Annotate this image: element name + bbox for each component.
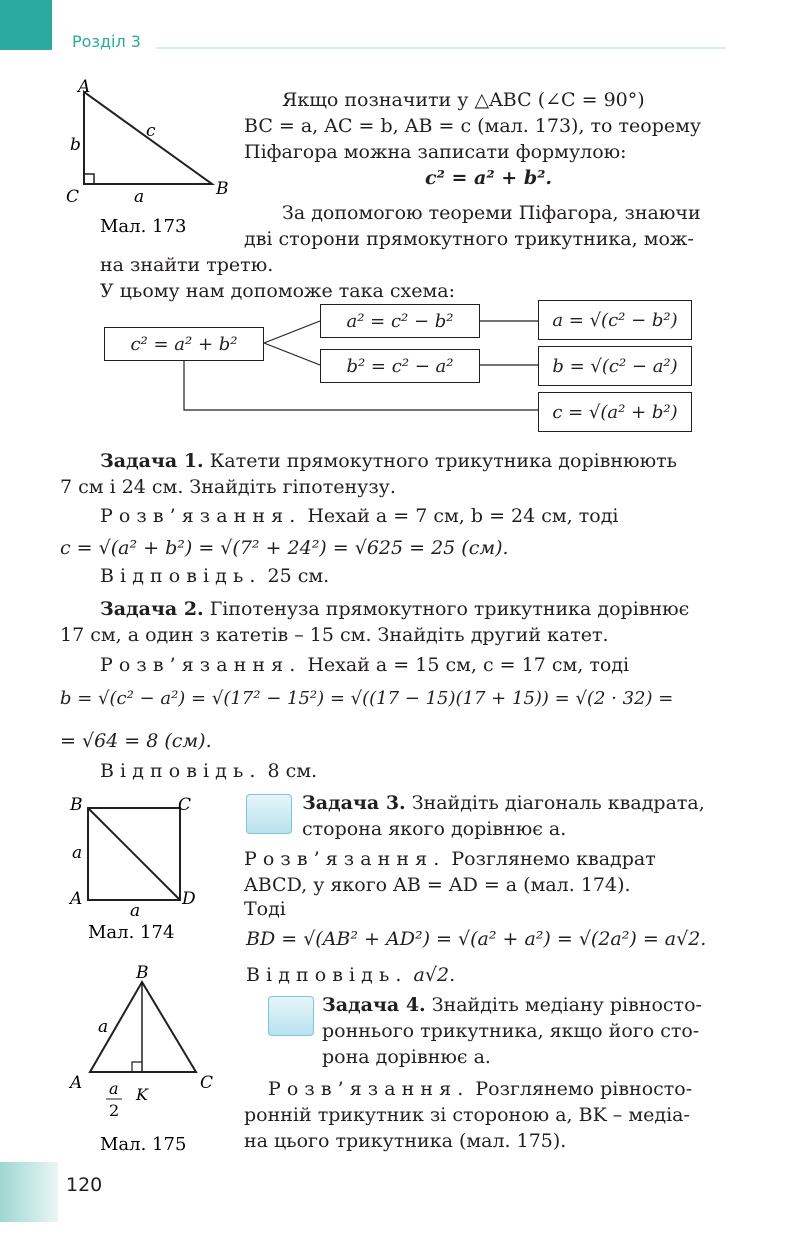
fig174-label-D: D [182,889,196,909]
intro-line-6: на знайти третю. [100,254,274,276]
task3-solution-2: ABCD, у якого AB = AD = a (мал. 174). [244,874,631,896]
task3-solution-line [244,846,656,872]
figure-175 [60,962,230,1162]
fig174-label-a-left: a [72,843,83,863]
task1-text-1: Катети прямокутного трикутника дорівнюють [209,450,677,472]
fig174-label-A: A [70,889,83,909]
task2-solution-label: Розв’язання. [100,654,302,676]
task4-text-2: роннього трикутника, якщо його сто- [322,1020,700,1042]
fig174-label-a-bottom: a [130,901,141,921]
fig173-caption: Мал. 173 [100,216,187,237]
task4-text-1: Знайдіть медіану рівносто- [431,994,702,1016]
page-number: 120 [66,1174,103,1196]
task1-text-2: 7 см і 24 см. Знайдіть гіпотенузу. [60,476,396,498]
task3-answer-label: Відповідь. [246,964,408,986]
fig175-label-K: K [136,1085,148,1104]
fig175-half-num: a [109,1079,119,1098]
task2-text-2: 17 см, а один з катетів – 15 см. Знайдіть другий катет. [60,624,609,646]
task1-line-1 [100,448,677,474]
intro-line-2: BC = a, AC = b, AB = c (мал. 173), то теорему [244,115,702,137]
task2-text-1: Гіпотенуза прямокутного трикутника дорівнює [209,598,690,620]
task3-text-2: сторона якого дорівнює a. [302,818,567,840]
intro-line-5: дві сторони прямокутного трикутника, мож- [244,228,694,250]
task3-line-1 [302,790,705,816]
task2-solution-line [100,652,629,678]
task4-solution-3: на цього трикутника (мал. 175). [244,1130,567,1152]
intro-line-7: У цьому нам допоможе така схема: [100,280,455,302]
task3-title: Задача 3. [302,792,406,814]
fig175-label-B: B [136,963,149,983]
task3-solution-3: Тоді [244,898,286,920]
task2-title: Задача 2. [100,598,204,620]
task2-calculation-2: = √64 = 8 (см). [60,730,212,752]
fig175-half-den: 2 [109,1101,120,1120]
fig175-caption: Мал. 175 [100,1134,187,1155]
task1-solution-line [100,503,618,529]
figure-174 [60,790,220,950]
task2-line-1 [100,596,689,622]
fig173-label-A: A [78,78,91,97]
scheme-mid-box-1: a² = c² − b² [320,304,480,338]
task3-solution-label: Розв’язання. [244,848,446,870]
task1-title: Задача 1. [100,450,204,472]
task4-text-3: рона дорівнює a. [322,1046,491,1068]
fig174-label-C: C [178,795,192,815]
fig175-label-A: A [70,1073,83,1093]
task3-calculation: BD = √(AB² + AD²) = √(a² + a²) = √(2a²) = a√2. [246,928,707,950]
key-icon-2 [268,996,314,1036]
fig173-label-B: B [216,179,229,199]
task1-answer-label: Відповідь. [100,565,262,587]
task4-solution-label: Розв’язання. [268,1078,470,1100]
fig175-label-a: a [98,1017,109,1037]
task4-solution-line [268,1076,692,1102]
task2-calculation-1: b = √(c² − a²) = √(17² − 15²) = √((17 − 15)(17 + 15)) = √(2 · 32) = [60,688,674,709]
task4-solution-text: Розглянемо рівносто- [475,1078,693,1100]
pythagoras-formula: c² = a² + b². [425,167,553,189]
scheme-main-box: c² = a² + b² [104,327,264,361]
fig173-label-a: a [134,187,145,207]
scheme-result-box-3: c = √(a² + b²) [538,392,692,432]
task3-solution-text: Розглянемо квадрат [451,848,656,870]
task1-answer-text: 25 см. [267,565,330,587]
task2-answer-line [100,758,317,784]
section-title: Розділ 3 [72,32,141,51]
task3-answer-text: a√2. [413,964,456,986]
task4-title: Задача 4. [322,994,426,1016]
intro-line-4: За допомогою теореми Піфагора, знаючи [282,202,701,224]
fig174-caption: Мал. 174 [88,922,175,943]
fig173-label-c: c [146,121,156,141]
footer-band [0,1162,58,1222]
task2-answer-text: 8 см. [267,760,318,782]
task1-calculation: c = √(a² + b²) = √(7² + 24²) = √625 = 25 (см). [60,537,509,559]
task3-answer-line [246,962,455,988]
task4-solution-2: ронній трикутник зі стороною a, BK – медіа- [244,1104,690,1126]
task4-line-1 [322,992,702,1018]
key-icon [246,794,292,834]
fig173-label-b: b [70,135,81,155]
fig173-label-C: C [66,187,80,207]
task1-solution-text: Нехай a = 7 см, b = 24 см, тоді [307,505,619,527]
fig175-label-C: C [200,1073,214,1093]
scheme-mid-box-2: b² = c² − a² [320,349,480,383]
task1-answer-line [100,563,329,589]
intro-line-1: Якщо позначити у △ABC (∠C = 90°) [282,89,645,111]
intro-line-3: Піфагора можна записати формулою: [244,141,627,163]
task2-answer-label: Відповідь. [100,760,262,782]
scheme-result-box-1: a = √(c² − b²) [538,300,692,340]
task1-solution-label: Розв’язання. [100,505,302,527]
task3-text-1: Знайдіть діагональ квадрата, [411,792,705,814]
scheme-result-box-2: b = √(c² − a²) [538,346,692,386]
fig174-label-B: B [70,795,83,815]
task2-solution-text: Нехай a = 15 см, c = 17 см, тоді [307,654,630,676]
